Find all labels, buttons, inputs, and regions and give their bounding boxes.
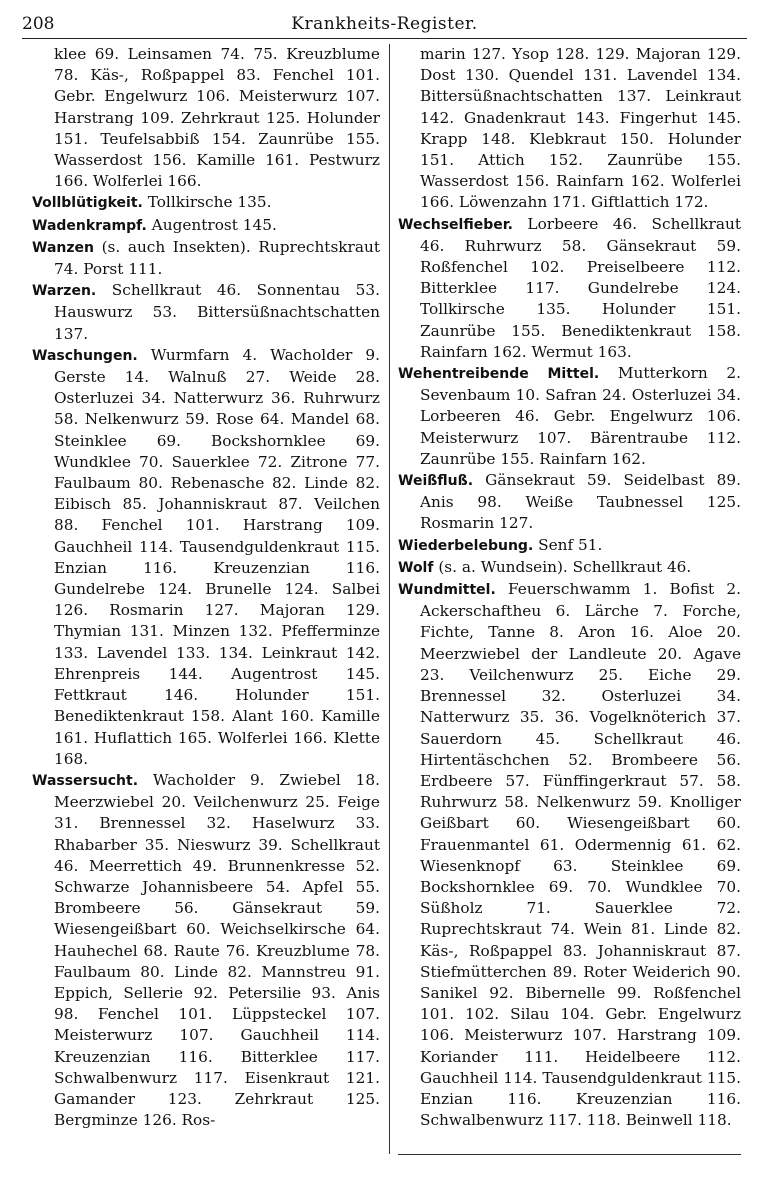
- index-entry: [32, 280, 380, 345]
- left-column: [32, 44, 380, 1131]
- column-divider: [389, 44, 390, 1154]
- index-entry: [32, 770, 380, 1131]
- index-entry: [32, 192, 380, 214]
- entry-heading: Warzen.: [32, 283, 97, 300]
- entry-heading: Wolf: [398, 559, 434, 576]
- bottom-rule: [398, 1154, 741, 1155]
- entry-text: marin 127. Ysop 128. 129. Majoran 129. Dost 130. Quendel 131. Lavendel 134. Bittersüßnachtschatten 137. Leinkraut 142. Gnadenkraut 143. Fingerhut 145. Krapp 148. Klebkraut 150. Holunder 151. Attich 152. Zaunrübe 155. Wasserdost 156. Rainfarn 162. Wolferlei 166. Löwenzahn 171. Giftlattich 172.: [420, 45, 741, 212]
- entry-text: Senf 51.: [538, 535, 603, 554]
- page-number: 208: [22, 14, 55, 34]
- entry-text: Feuerschwamm 1. Bofist 2. Ackerschaftheu 6. Lärche 7. Forche, Fichte, Tanne 8. Aron 16. Aloe 20. Meerzwiebel der Landleute 20. Agave 23. Veilchenwurz 25. Eiche 29. Brennessel 32. Osterluzei 34. Natterwurz 35. 36. Vogelknöterich 37. Sauerdorn 45. Schellkraut 46. Hirtentäschchen 52. Brombeere 56. Erdbeere 57. Fünffingerkraut 57. 58. Ruhrwurz 58. Nelkenwurz 59. Knolliger Geißbart 60. Wiesengeißbart 60. Frauenmantel 61. Odermennig 61. 62. Wiesenknopf 63. Steinklee 69. Bockshornklee 69. 70. Wundklee 70. Süßholz 71. Sauerklee 72. Ruprechtskraut 74. Wein 81. Linde 82. Käs-, Roßpappel 83. Johanniskraut 87. Stiefmütterchen 89. Roter Weiderich 90. Sanikel 92. Bibernelle 99. Roßfenchel 101. 102. Silau 104. Gebr. Engelwurz 106. Meisterwurz 107. Harstrang 109. Koriander 111. Heidelbeere 112. Gauchheil 114. Tausendguldenkraut 115. Enzian 116. Kreuzenzian 116. Schwalbenwurz 117. 118. Beinwell 118.: [420, 580, 741, 1130]
- right-column: [398, 44, 741, 1131]
- entry-text: Lorbeere 46. Schellkraut 46. Ruhrwurz 58. Gänsekraut 59. Roßfenchel 102. Preiselbeere 112. Bitterklee 117. Gundelrebe 124. Tollkirsche 135. Holunder 151. Zaunrübe 155. Benediktenkraut 158. Rainfarn 162. Wermut 163.: [420, 214, 741, 361]
- continued-entry: [398, 44, 741, 214]
- entry-text: Wacholder 9. Zwiebel 18. Meerzwiebel 20. Veilchenwurz 25. Feige 31. Brennessel 32. Haselwurz 33. Rhabarber 35. Nieswurz 39. Schellkraut 46. Meerrettich 49. Brunnenkresse 52. Schwarze Johannisbeere 54. Apfel 55. Brombeere 56. Gänsekraut 59. Wiesengeißbart 60. Weichselkirsche 64. Hauhechel 68. Raute 76. Kreuzblume 78. Faulbaum 80. Linde 82. Mannstreu 91. Eppich, Sellerie 92. Petersilie 93. Anis 98. Fenchel 101. Lüppsteckel 107. Meisterwurz 107. Gauchheil 114. Kreuzenzian 116. Bitterklee 117. Schwalbenwurz 117. Eisenkraut 121. Gamander 123. Zehrkraut 125. Bergminze 126. Ros-: [54, 770, 380, 1130]
- index-entry: [398, 557, 741, 579]
- entry-heading: Weißfluß.: [398, 473, 474, 490]
- entry-text: Tollkirsche 135.: [147, 193, 272, 212]
- entry-text: (s. a. Wundsein). Schellkraut 46.: [438, 557, 692, 576]
- entry-heading: Wundmittel.: [398, 582, 496, 599]
- entry-heading: Wiederbelebung.: [398, 537, 534, 554]
- entry-heading: Wechselfieber.: [398, 216, 513, 233]
- running-title: Krankheits-Register.: [291, 14, 478, 34]
- continued-entry: [32, 44, 380, 192]
- entry-text: (s. auch Insekten). Ruprechtskraut 74. Porst 111.: [54, 237, 380, 279]
- header-rule: [22, 38, 747, 39]
- entry-text: Wurmfarn 4. Wacholder 9. Gerste 14. Walnuß 27. Weide 28. Osterluzei 34. Natterwurz 36. Ruhrwurz 58. Nelkenwurz 59. Rose 64. Mandel 68. Steinklee 69. Bockshornklee 69. Wundklee 70. Sauerklee 72. Zitrone 77. Faulbaum 80. Rebenasche 82. Linde 82. Eibisch 85. Johanniskraut 87. Veilchen 88. Fenchel 101. Harstrang 109. Gauchheil 114. Tausendguldenkraut 115. Enzian 116. Kreuzenzian 116. Gundelrebe 124. Brunelle 124. Salbei 126. Rosmarin 127. Majoran 129. Thymian 131. Minzen 132. Pfefferminze 133. Lavendel 133. 134. Leinkraut 142. Ehrenpreis 144. Augentrost 145. Fettkraut 146. Holunder 151. Benediktenkraut 158. Alant 160. Kamille 161. Huflattich 165. Wolferlei 166. Klette 168.: [54, 345, 380, 768]
- index-entry: [398, 214, 741, 363]
- index-entry: [398, 535, 741, 557]
- index-entry: [32, 215, 380, 237]
- entry-heading: Wanzen: [32, 239, 94, 256]
- entry-heading: Waschungen.: [32, 347, 138, 364]
- entry-heading: Wadenkrampf.: [32, 217, 147, 234]
- index-entry: [398, 579, 741, 1131]
- entry-text: Augentrost 145.: [151, 215, 277, 234]
- entry-heading: Vollblütigkeit.: [32, 195, 143, 212]
- entry-heading: Wassersucht.: [32, 772, 139, 789]
- entry-text: klee 69. Leinsamen 74. 75. Kreuzblume 78. Käs-, Roßpappel 83. Fenchel 101. Gebr. Engelwurz 106. Meisterwurz 107. Harstrang 109. Zehrkraut 125. Holunder 151. Teufelsabbiß 154. Zaunrübe 155. Wasserdost 156. Kamille 161. Pestwurz 166. Wolferlei 166.: [54, 45, 380, 191]
- index-entry: [32, 345, 380, 770]
- index-entry: [398, 470, 741, 535]
- entry-text: Gänsekraut 59. Seidelbast 89. Anis 98. Weiße Taubnessel 125. Rosmarin 127.: [420, 471, 741, 533]
- index-entry: [398, 363, 741, 470]
- entry-text: Mutterkorn 2. Sevenbaum 10. Safran 24. Osterluzei 34. Lorbeeren 46. Gebr. Engelwurz 106. Meisterwurz 107. Bärentraube 112. Zaunrübe 155. Rainfarn 162.: [420, 364, 741, 468]
- page-header: [22, 12, 747, 38]
- entry-text: Schellkraut 46. Sonnentau 53. Hauswurz 53. Bittersüßnachtschatten 137.: [54, 281, 380, 343]
- entry-heading: Wehentreibende Mittel.: [398, 366, 600, 383]
- index-entry: [32, 237, 380, 280]
